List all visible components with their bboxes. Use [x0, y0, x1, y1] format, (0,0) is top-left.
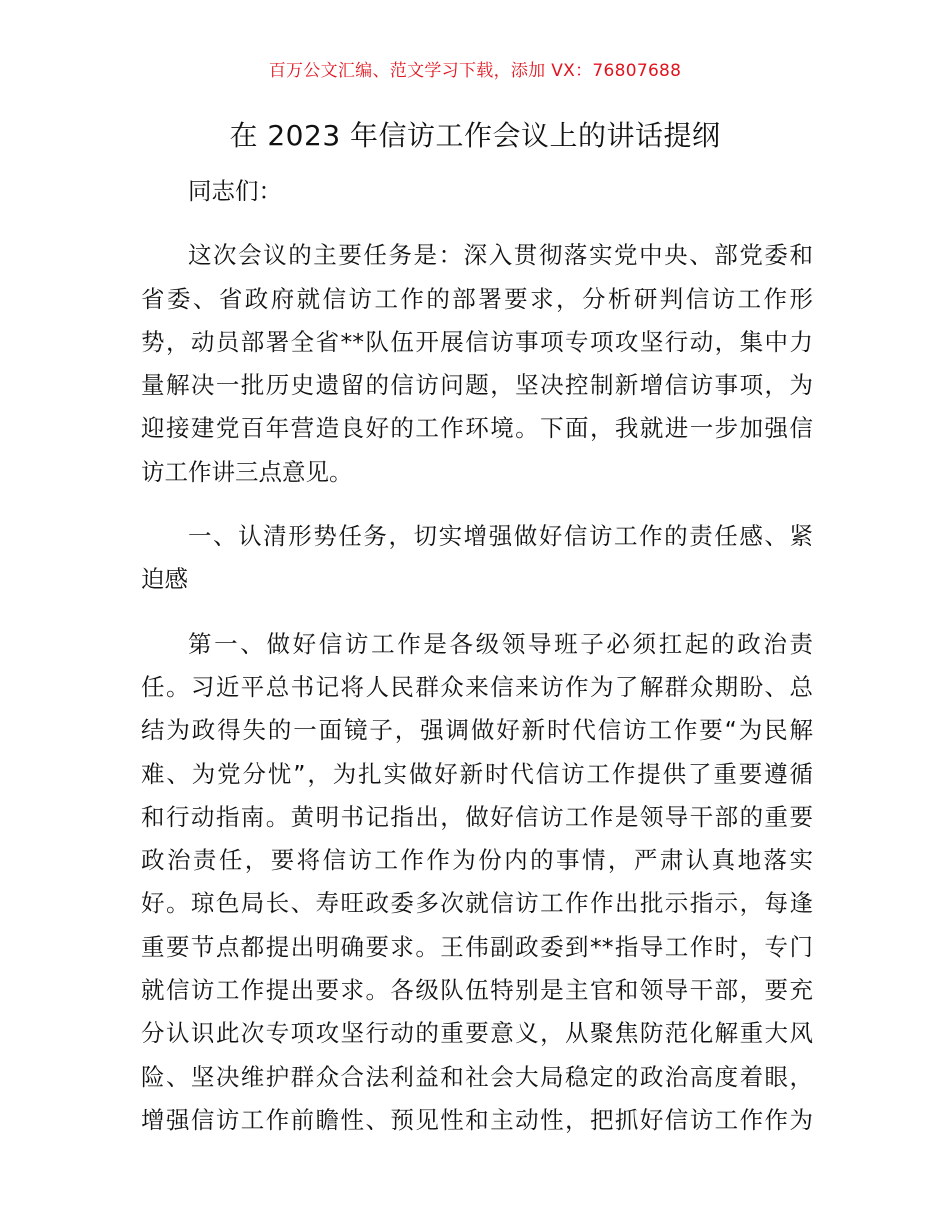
paragraph-line: 政治责任，要将信访工作作为份内的事情，严肃认真地落实 — [141, 846, 813, 875]
paragraph-line: 和行动指南。黄明书记指出，做好信访工作是领导干部的重要 — [141, 802, 813, 831]
paragraph-line: 任。习近平总书记将人民群众来信来访作为了解群众期盼、总 — [141, 672, 813, 701]
paragraph-line: 难、为党分忧”，为扎实做好新时代信访工作提供了重要遵循 — [141, 759, 813, 788]
paragraph-spacer — [141, 602, 813, 623]
paragraph-line: 结为政得失的一面镜子，强调做好新时代信访工作要“为民解 — [141, 716, 813, 745]
paragraph-spacer — [141, 494, 813, 515]
paragraph-intro — [141, 234, 813, 494]
paragraph-line: 量解决一批历史遗留的信访问题，坚决控制新增信访事项，为 — [141, 371, 813, 400]
paragraph-line: 访工作讲三点意见。 — [141, 457, 353, 486]
watermark-banner: 百万公文汇编、范文学习下载，添加 VX：76807688 — [268, 61, 682, 81]
document-title: 在 2023 年信访工作会议上的讲话提纲 — [229, 119, 721, 152]
paragraph-line: 分认识此次专项攻坚行动的重要意义，从聚焦防范化解重大风 — [141, 1019, 813, 1048]
paragraph-line: 势，动员部署全省**队伍开展信访事项专项攻坚行动，集中力 — [141, 327, 813, 356]
paragraph-line: 第一、做好信访工作是各级领导班子必须扛起的政治责 — [188, 629, 813, 658]
paragraph-first-point — [141, 623, 813, 1143]
paragraph-line: 增强信访工作前瞻性、预见性和主动性，把抓好信访工作作为 — [141, 1105, 813, 1134]
paragraph-line: 这次会议的主要任务是：深入贯彻落实党中央、部党委和 — [188, 241, 813, 270]
paragraph-line: 迎接建党百年营造良好的工作环境。下面，我就进一步加强信 — [141, 414, 813, 443]
document-body — [141, 170, 813, 1142]
heading-line: 一、认清形势任务，切实增强做好信访工作的责任感、紧 — [188, 522, 813, 551]
paragraph-line: 省委、省政府就信访工作的部署要求，分析研判信访工作形 — [141, 284, 813, 313]
salutation: 同志们： — [188, 177, 282, 205]
paragraph-line: 就信访工作提出要求。各级队伍特别是主官和领导干部，要充 — [141, 976, 813, 1005]
heading-line: 迫感 — [141, 565, 188, 594]
paragraph-spacer — [141, 213, 813, 234]
section-heading-1 — [141, 515, 813, 602]
paragraph-line: 险、坚决维护群众合法利益和社会大局稳定的政治高度着眼， — [141, 1062, 813, 1091]
paragraph-line: 重要节点都提出明确要求。王伟副政委到**指导工作时，专门 — [141, 932, 813, 961]
paragraph-line: 好。琼色局长、寿旺政委多次就信访工作作出批示指示，每逢 — [141, 889, 813, 918]
